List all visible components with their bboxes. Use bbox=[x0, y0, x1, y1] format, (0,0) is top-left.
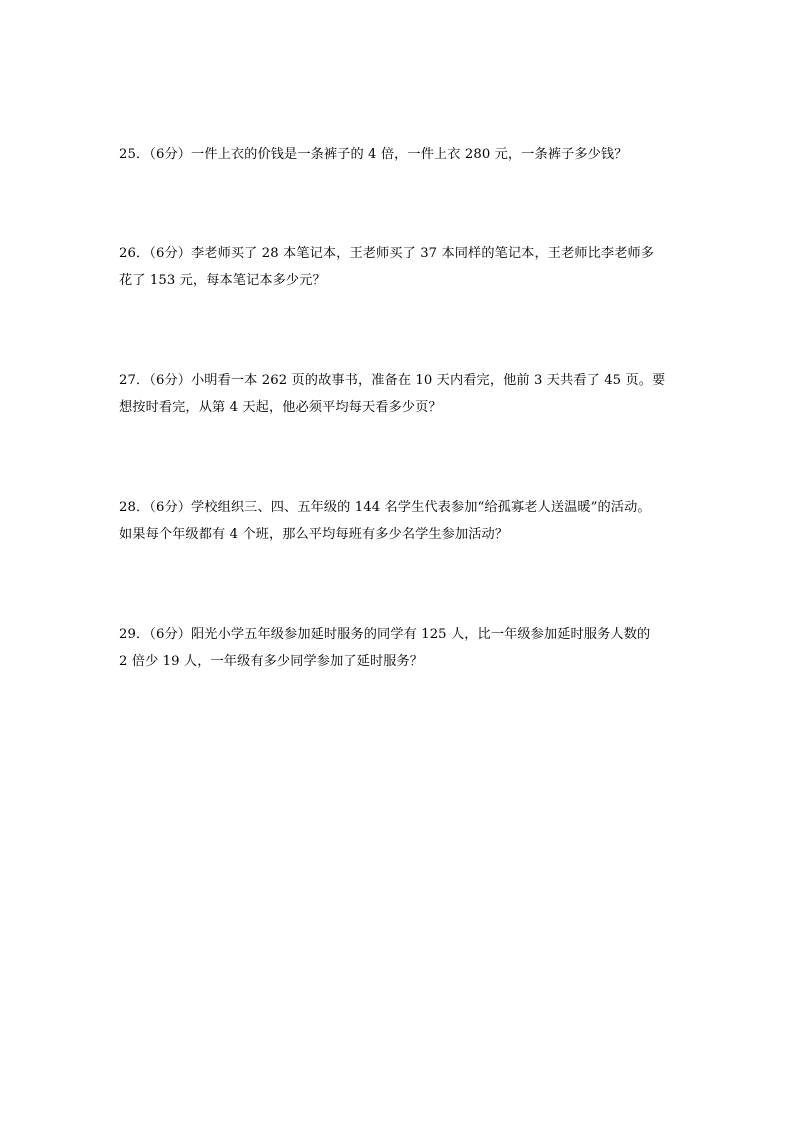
question-25-line-1: 25．（6分）一件上衣的价钱是一条裤子的 4 倍，一件上衣 280 元，一条裤子多少钱？ bbox=[119, 147, 628, 162]
question-25 bbox=[119, 141, 679, 168]
question-27-line-1: 27．（6分）小明看一本 262 页的故事书，准备在 10 天内看完，他前 3 天共看了 45 页。要 bbox=[119, 373, 666, 388]
question-29 bbox=[119, 621, 679, 675]
question-28-line-1: 28．（6分）学校组织三、四、五年级的 144 名学生代表参加“给孤寡老人送温暖”的活动。 bbox=[119, 500, 651, 515]
question-28-line-2: 如果每个年级都有 4 个班，那么平均每班有多少名学生参加活动？ bbox=[119, 527, 509, 542]
question-26 bbox=[119, 240, 679, 294]
question-26-line-2: 花了 153 元，每本笔记本多少元？ bbox=[119, 273, 326, 288]
question-26-line-1: 26．（6分）李老师买了 28 本笔记本，王老师买了 37 本同样的笔记本，王老师比李老师多 bbox=[119, 246, 655, 261]
question-27 bbox=[119, 367, 679, 421]
question-28 bbox=[119, 494, 679, 548]
question-27-line-2: 想按时看完，从第 4 天起，他必须平均每天看多少页？ bbox=[119, 400, 442, 415]
question-29-line-2: 2 倍少 19 人，一年级有多少同学参加了延时服务？ bbox=[119, 654, 424, 669]
question-29-line-1: 29．（6分）阳光小学五年级参加延时服务的同学有 125 人，比一年级参加延时服务人数的 bbox=[119, 627, 651, 642]
